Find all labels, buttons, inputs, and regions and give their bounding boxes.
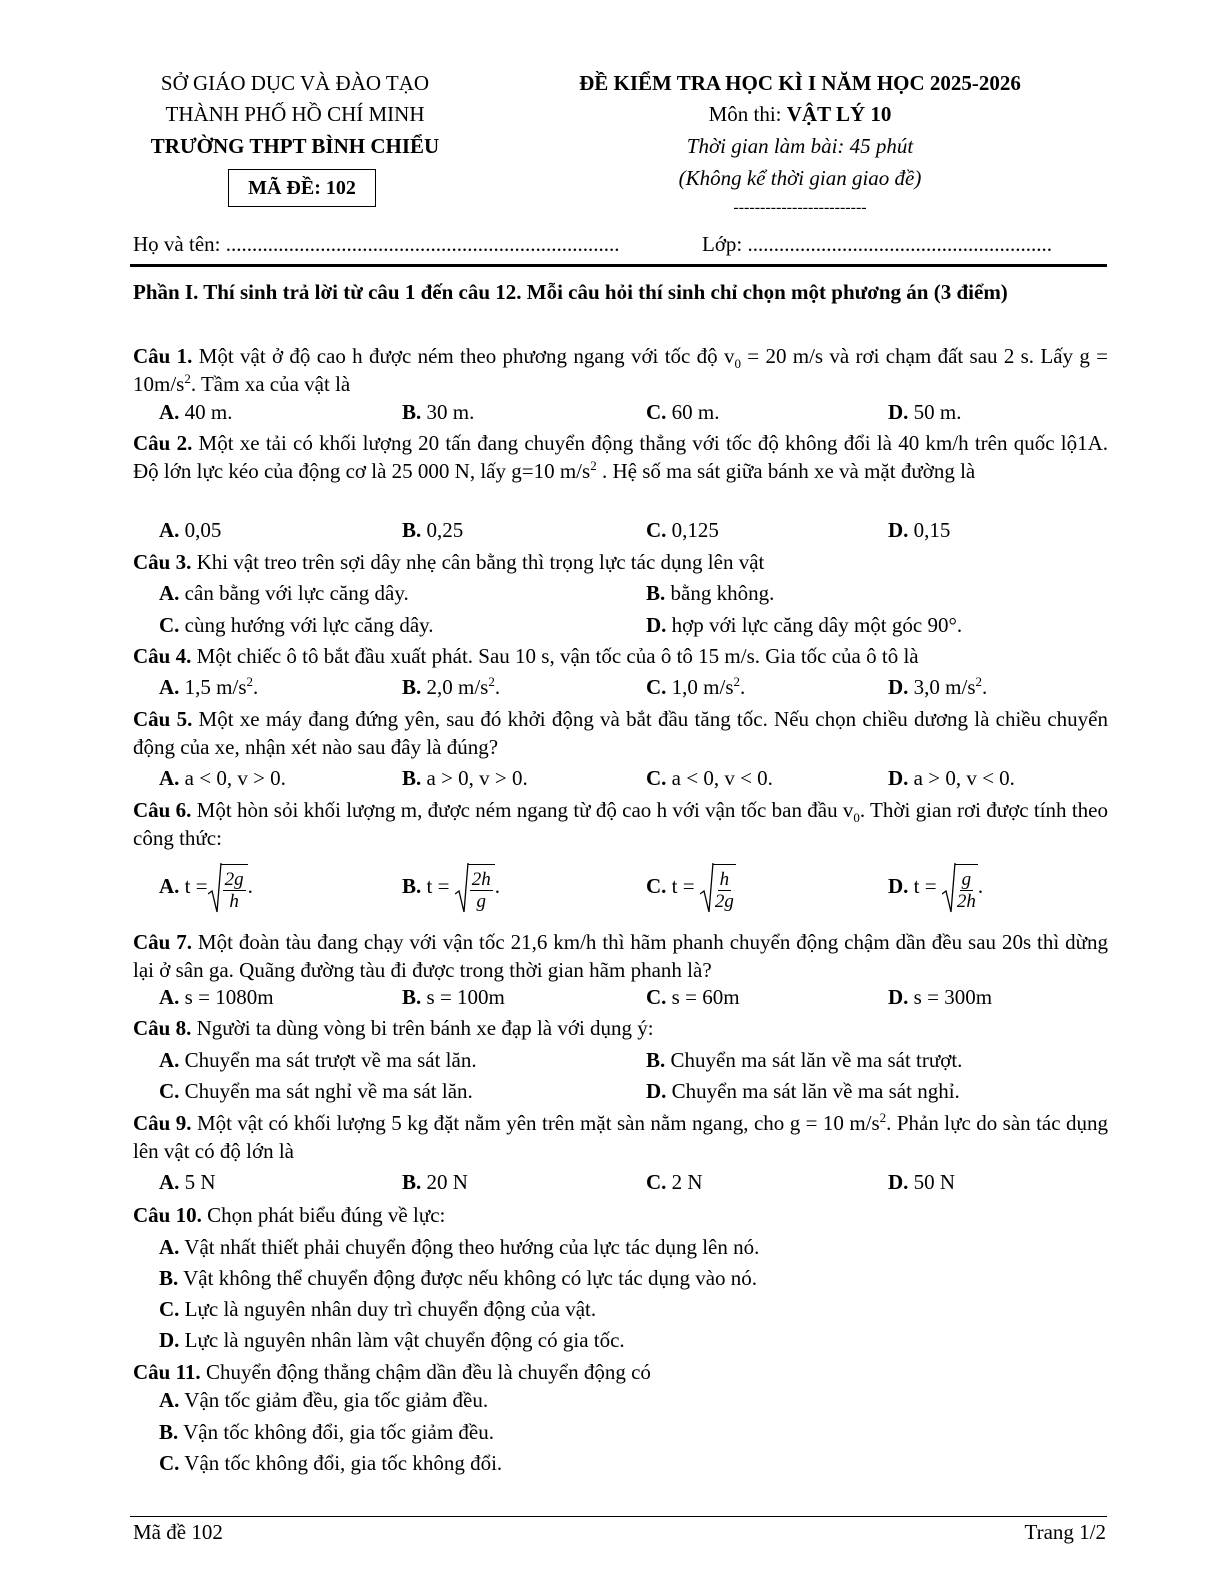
q9-option-a: [159, 1168, 216, 1196]
q3-option-b: [646, 579, 774, 607]
q2-option-c: [646, 516, 719, 544]
question-label: Câu 10.: [133, 1203, 202, 1227]
q7-option-b: [402, 983, 505, 1011]
option-letter: A.: [159, 675, 180, 699]
question-label: Câu 6.: [133, 798, 192, 822]
subject-name: VẬT LÝ 10: [786, 102, 892, 126]
option-text: 1,0 m/s: [671, 675, 734, 699]
superscript: 2: [733, 674, 741, 689]
option-text: 50 N: [913, 1170, 956, 1194]
superscript: 2: [246, 674, 254, 689]
subject-line: [520, 99, 1080, 130]
question-label: Câu 3.: [133, 550, 192, 574]
option-letter: D.: [646, 613, 667, 637]
q11-option-b: [159, 1418, 494, 1446]
department-name: SỞ GIÁO DỤC VÀ ĐÀO TẠO: [160, 71, 430, 95]
radical-sign: [942, 862, 956, 914]
superscript: 2: [488, 674, 495, 689]
question-10: [133, 1201, 1108, 1229]
q1-option-d: [888, 398, 962, 426]
radical-sign: [455, 862, 469, 914]
option-letter: C.: [159, 1451, 180, 1475]
option-letter: D.: [888, 400, 909, 424]
part1-heading: Phần I. Thí sinh trả lời từ câu 1 đến câu 12. Mỗi câu hỏi thí sinh chỉ chọn một phương án (3 điểm): [133, 280, 1008, 304]
header-divider: [130, 264, 1107, 267]
q11-option-c: [159, 1449, 502, 1477]
q4-option-a: [159, 673, 258, 701]
denominator: h: [229, 891, 239, 913]
option-letter: B.: [402, 874, 422, 898]
q10-option-d: [159, 1326, 625, 1354]
option-letter: B.: [646, 581, 666, 605]
option-text: s = 300m: [913, 985, 993, 1009]
exam-title: ĐỀ KIỂM TRA HỌC KÌ I NĂM HỌC 2025-2026: [579, 71, 1021, 95]
question-label: Câu 4.: [133, 644, 192, 668]
numerator: h: [719, 869, 730, 891]
q7-option-c: [646, 983, 740, 1011]
option-end: .: [977, 874, 984, 898]
option-letter: D.: [888, 985, 909, 1009]
q1-option-a: [159, 398, 233, 426]
q3-option-c: [159, 611, 434, 639]
option-text: 0,15: [913, 518, 951, 542]
q5-option-c: [646, 764, 773, 792]
q4-option-b: [402, 673, 500, 701]
option-text: Chuyển ma sát lăn về ma sát trượt.: [670, 1048, 963, 1072]
question-7: [133, 928, 1108, 984]
student-name-field: Họ và tên: ...........................................................................: [133, 232, 620, 256]
option-letter: D.: [159, 1328, 180, 1352]
q10-option-a: [159, 1233, 759, 1261]
q2-option-a: [159, 516, 221, 544]
option-text: Lực là nguyên nhân làm vật chuyển động có gia tốc.: [184, 1328, 625, 1352]
option-letter: B.: [402, 766, 422, 790]
option-letter: C.: [646, 675, 667, 699]
q3-option-a: [159, 579, 409, 607]
option-letter: B.: [402, 400, 422, 424]
q9-option-c: [646, 1168, 703, 1196]
numerator: g: [961, 869, 972, 891]
question-8: [133, 1014, 1108, 1042]
subscript: 0: [853, 810, 860, 826]
option-text: 5 N: [184, 1170, 216, 1194]
question-5: [133, 705, 1108, 761]
option-letter: B.: [402, 675, 422, 699]
option-text: a > 0, v < 0.: [913, 766, 1015, 790]
option-end: .: [982, 675, 988, 699]
option-text: 0,05: [184, 518, 222, 542]
superscript: 2: [879, 1110, 887, 1125]
q1-option-b: [402, 398, 474, 426]
option-text: 60 m.: [671, 400, 720, 424]
option-letter: A.: [159, 766, 180, 790]
q5-option-d: [888, 764, 1015, 792]
question-label: Câu 5.: [133, 707, 193, 731]
student-class-field: Lớp: ..........................................................: [702, 232, 1053, 256]
option-text: a < 0, v > 0.: [184, 766, 286, 790]
option-letter: A.: [159, 985, 180, 1009]
option-letter: A.: [159, 874, 180, 898]
option-end: .: [253, 675, 259, 699]
question-label: Câu 2.: [133, 431, 193, 455]
q6-option-a: [159, 862, 253, 914]
option-letter: A.: [159, 400, 180, 424]
question-text: . Phản lực do sàn tác dụng lên vật có độ lớn là: [133, 1111, 1108, 1163]
option-text: Vật không thể chuyển động được nếu không có lực tác dụng vào nó.: [183, 1266, 758, 1290]
option-text: 20 N: [426, 1170, 468, 1194]
q6-option-c: [646, 862, 736, 914]
question-text: Một hòn sỏi khối lượng m, được ném ngang từ độ cao h với vận tốc ban đầu v: [191, 798, 854, 822]
q1-option-c: [646, 398, 720, 426]
option-text: 1,5 m/s: [184, 675, 247, 699]
question-label: Câu 11.: [133, 1360, 201, 1384]
question-text: Khi vật treo trên sợi dây nhẹ cân bằng thì trọng lực tác dụng lên vật: [191, 550, 765, 574]
option-text: Vật nhất thiết phải chuyển động theo hướng của lực tác dụng lên nó.: [184, 1235, 760, 1259]
question-4: [133, 642, 1108, 670]
question-text: . Hệ số ma sát giữa bánh xe và mặt đường là: [596, 459, 976, 483]
option-text: s = 1080m: [184, 985, 274, 1009]
option-letter: C.: [646, 400, 667, 424]
question-text: = 20 m/s và rơi chạm đất sau 2 s. Lấy g = 10m/s: [133, 344, 1108, 396]
sqrt-formula: [942, 862, 978, 914]
q3-option-d: [646, 611, 962, 639]
question-text: . Thời gian rơi được tính theo công thức:: [133, 798, 1108, 850]
numerator: 2g: [224, 869, 244, 891]
option-letter: A.: [159, 518, 180, 542]
formula-lhs: t =: [671, 874, 695, 898]
option-text: Vận tốc không đổi, gia tốc giảm đều.: [183, 1420, 494, 1444]
q9-option-d: [888, 1168, 955, 1196]
question-text: Chọn phát biểu đúng về lực:: [201, 1203, 446, 1227]
superscript: 2: [975, 674, 983, 689]
question-11: [133, 1358, 1108, 1386]
option-end: .: [494, 675, 501, 699]
option-text: 3,0 m/s: [913, 675, 976, 699]
question-text: Người ta dùng vòng bi trên bánh xe đạp là với dụng ý:: [191, 1016, 654, 1040]
superscript: 2: [590, 458, 597, 473]
option-letter: D.: [888, 766, 909, 790]
option-letter: C.: [159, 1079, 180, 1103]
option-text: bằng không.: [670, 581, 775, 605]
option-letter: C.: [159, 613, 180, 637]
q6-option-b: [402, 862, 500, 914]
option-text: s = 100m: [426, 985, 505, 1009]
question-text: Một vật có khối lượng 5 kg đặt nằm yên trên mặt sàn nằm ngang, cho g = 10 m/s: [191, 1111, 880, 1135]
question-3: [133, 548, 1108, 576]
option-text: a > 0, v > 0.: [426, 766, 528, 790]
option-text: Chuyển ma sát lăn về ma sát nghỉ.: [671, 1079, 960, 1103]
option-text: 2 N: [671, 1170, 703, 1194]
option-letter: A.: [159, 581, 180, 605]
option-letter: C.: [646, 874, 667, 898]
radical-sign: [700, 862, 714, 914]
option-letter: B.: [402, 1170, 422, 1194]
formula-lhs: t =: [913, 874, 937, 898]
option-letter: D.: [888, 518, 909, 542]
question-text: Một đoàn tàu đang chạy với vận tốc 21,6 km/h thì hãm phanh chuyển động chậm dần đều sau 20s thì dừng lại ở sân ga. Quãng đường tàu đi được trong thời gian hãm phanh là?: [133, 930, 1108, 982]
option-letter: D.: [888, 1170, 909, 1194]
option-text: cùng hướng với lực căng dây.: [184, 613, 434, 637]
q8-option-c: [159, 1077, 473, 1105]
option-text: 40 m.: [184, 400, 233, 424]
question-label: Câu 8.: [133, 1016, 192, 1040]
exam-duration: Thời gian làm bài: 45 phút: [686, 134, 914, 158]
option-text: Vận tốc không đổi, gia tốc không đổi.: [184, 1451, 503, 1475]
fraction: [715, 869, 734, 912]
option-letter: B.: [402, 985, 422, 1009]
fraction: [957, 869, 976, 912]
formula-lhs: t =: [184, 874, 208, 898]
question-text: Một xe máy đang đứng yên, sau đó khởi động và bắt đầu tăng tốc. Nếu chọn chiều dương là chiều chuyển động của xe, nhận xét nào sau đây là đúng?: [133, 707, 1108, 759]
question-1: [133, 342, 1108, 398]
q8-option-a: [159, 1046, 477, 1074]
option-letter: A.: [159, 1170, 180, 1194]
sqrt-formula: [700, 862, 736, 914]
question-2: [133, 429, 1108, 485]
question-text: Một xe tải có khối lượng 20 tấn đang chuyển động thẳng với tốc độ không đổi là 40 km/h trên quốc lộ1A. Độ lớn lực kéo của động cơ là 25 000 N, lấy g=10 m/s: [133, 431, 1108, 483]
city-name: THÀNH PHỐ HỒ CHÍ MINH: [165, 102, 425, 126]
question-text: Một vật ở độ cao h được ném theo phương ngang với tốc độ v: [192, 344, 735, 368]
option-letter: C.: [646, 766, 667, 790]
q5-option-a: [159, 764, 286, 792]
option-letter: B.: [159, 1420, 179, 1444]
option-letter: D.: [888, 675, 909, 699]
radical-sign: [208, 862, 222, 914]
header-dashes: -------------------------: [733, 199, 867, 216]
q6-option-d: [888, 862, 983, 914]
option-text: Chuyển ma sát trượt về ma sát lăn.: [184, 1048, 477, 1072]
q10-option-b: [159, 1264, 757, 1292]
school-name: TRƯỜNG THPT BÌNH CHIỂU: [150, 134, 440, 158]
q4-option-c: [646, 673, 745, 701]
q2-option-d: [888, 516, 950, 544]
formula-lhs: t =: [426, 874, 450, 898]
q4-option-d: [888, 673, 987, 701]
denominator: g: [476, 891, 486, 913]
option-text: Vận tốc giảm đều, gia tốc giảm đều.: [184, 1388, 489, 1412]
q5-option-b: [402, 764, 528, 792]
superscript: 2: [184, 371, 191, 386]
option-text: cân bằng với lực căng dây.: [184, 581, 409, 605]
q9-option-b: [402, 1168, 468, 1196]
option-end: .: [494, 874, 500, 898]
option-letter: C.: [646, 518, 667, 542]
option-letter: D.: [888, 874, 909, 898]
q7-option-d: [888, 983, 992, 1011]
question-text: . Tầm xa của vật là: [190, 372, 351, 396]
denominator: 2g: [714, 891, 734, 913]
option-end: .: [247, 874, 253, 898]
q7-option-a: [159, 983, 274, 1011]
subscript: 0: [734, 356, 741, 372]
question-9: [133, 1109, 1108, 1165]
option-text: 0,125: [671, 518, 719, 542]
option-text: Chuyển ma sát nghỉ về ma sát lăn.: [184, 1079, 473, 1103]
option-letter: C.: [646, 1170, 667, 1194]
footer-exam-code: Mã đề 102: [133, 1520, 223, 1544]
option-end: .: [740, 675, 746, 699]
subject-label: Môn thi:: [708, 102, 787, 126]
fraction: [223, 869, 246, 912]
q8-option-d: [646, 1077, 960, 1105]
question-text: Chuyển động thẳng chậm dần đều là chuyển động có: [200, 1360, 651, 1384]
option-letter: C.: [646, 985, 667, 1009]
option-text: s = 60m: [671, 985, 740, 1009]
numerator: 2h: [471, 869, 491, 891]
option-letter: B.: [646, 1048, 666, 1072]
footer-divider: [130, 1516, 1107, 1517]
option-letter: A.: [159, 1388, 180, 1412]
option-text: 30 m.: [426, 400, 475, 424]
q8-option-b: [646, 1046, 962, 1074]
option-letter: C.: [159, 1297, 180, 1321]
option-text: 0,25: [426, 518, 464, 542]
q11-option-a: [159, 1386, 488, 1414]
question-label: Câu 7.: [133, 930, 193, 954]
exam-code-box: MÃ ĐỀ: 102: [228, 169, 376, 207]
question-label: Câu 9.: [133, 1111, 192, 1135]
option-letter: A.: [159, 1235, 180, 1259]
fraction: [470, 869, 493, 912]
q10-option-c: [159, 1295, 596, 1323]
option-letter: B.: [402, 518, 422, 542]
option-letter: A.: [159, 1048, 180, 1072]
sqrt-formula: [208, 862, 248, 914]
option-letter: B.: [159, 1266, 179, 1290]
q2-option-b: [402, 516, 463, 544]
option-letter: D.: [646, 1079, 667, 1103]
option-text: 50 m.: [913, 400, 962, 424]
sqrt-formula: [455, 862, 495, 914]
option-text: hợp với lực căng dây một góc 90°.: [671, 613, 963, 637]
option-text: Lực là nguyên nhân duy trì chuyển động của vật.: [184, 1297, 597, 1321]
duration-note: (Không kể thời gian giao đề): [678, 166, 922, 190]
footer-page-number: Trang 1/2: [1024, 1520, 1106, 1544]
option-text: a < 0, v < 0.: [671, 766, 773, 790]
question-text: Một chiếc ô tô bắt đầu xuất phát. Sau 10 s, vận tốc của ô tô 15 m/s. Gia tốc của ô tô là: [191, 644, 919, 668]
option-text: 2,0 m/s: [426, 675, 489, 699]
question-6: [133, 796, 1108, 852]
denominator: 2h: [956, 891, 976, 913]
question-label: Câu 1.: [133, 344, 193, 368]
